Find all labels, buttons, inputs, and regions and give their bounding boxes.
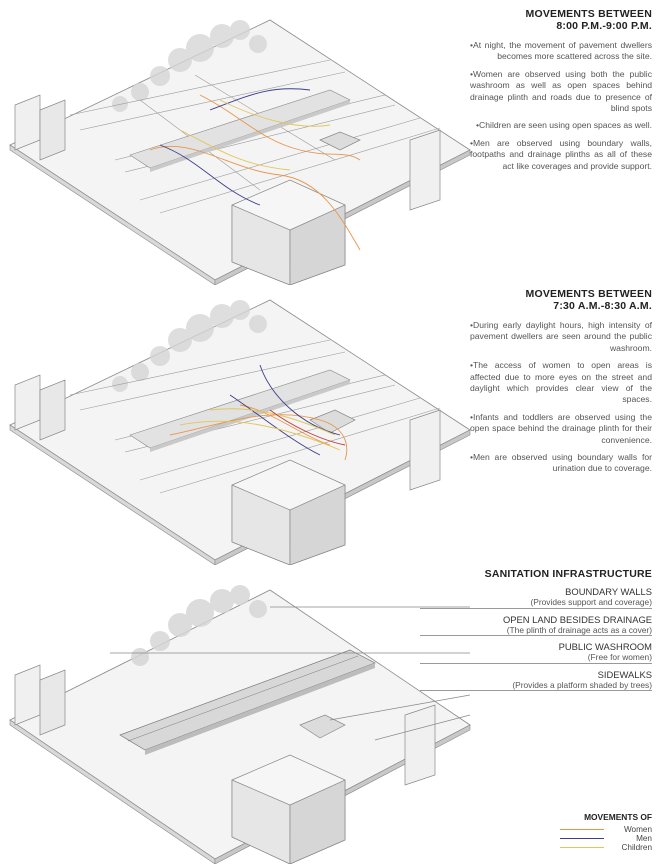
heading-line-1: MOVEMENTS BETWEEN	[525, 288, 652, 300]
observation-paragraph: •Men are observed using boundary walls for urination due to coverage.	[470, 452, 652, 474]
observation-paragraph: •Children are seen using open spaces as well.	[476, 120, 652, 131]
legend-item-men	[560, 834, 652, 843]
infra-desc: (The plinth of drainage acts as a cover)	[506, 624, 652, 635]
infra-desc: (Provides a platform shaded by trees)	[512, 679, 652, 690]
infra-title: SIDEWALKS	[597, 668, 652, 680]
infra-title: PUBLIC WASHROOM	[558, 641, 652, 652]
observation-paragraph: •The access of women to open areas is affected due to more eyes on the street and daylight which provides clear view of the spaces.	[470, 360, 652, 405]
site-axonometric-infrastructure	[0, 565, 480, 864]
legend-swatch	[560, 838, 604, 839]
observation-paragraph: •At night, the movement of pavement dwellers becomes more scattered across the site.	[470, 40, 652, 62]
heading-line-2: 7:30 A.M.-8:30 A.M.	[553, 300, 652, 312]
observation-paragraph: •During early daylight hours, high intensity of pavement dwellers are seen around the public washroom.	[470, 320, 652, 353]
legend-swatch	[560, 847, 604, 848]
infra-title: BOUNDARY WALLS	[565, 586, 652, 597]
isometric-diagram-morning	[0, 285, 480, 565]
infra-item-public-washroom	[420, 641, 652, 664]
site-axonometric-morning	[0, 285, 480, 565]
legend-item-women	[560, 825, 652, 834]
site-axonometric-night	[0, 0, 480, 285]
heading-line-1: MOVEMENTS BETWEEN	[525, 8, 652, 20]
panel-heading	[470, 8, 652, 32]
infra-item-open-land	[420, 614, 652, 637]
observation-paragraph: •Infants and toddlers are observed using the open space behind the drainage plinth for their convenience.	[470, 411, 652, 445]
infrastructure-panel	[430, 568, 652, 696]
isometric-diagram-night	[0, 0, 480, 285]
text-panel-night	[470, 8, 652, 178]
infra-desc: (Free for women)	[587, 652, 652, 662]
observation-paragraph: •Women are observed using both the public washroom as well as open spaces behind drainage plinth and roads due to presence of blind spots	[470, 68, 652, 114]
legend-label: Women	[623, 825, 652, 834]
legend-heading: MOVEMENTS OF	[584, 812, 652, 822]
infrastructure-heading: SANITATION INFRASTRUCTURE	[484, 568, 652, 580]
observation-paragraph: •Men are observed using boundary walls, footpaths and drainage plinths as all of these act like coverages and provide support.	[470, 137, 652, 171]
legend-item-children	[560, 843, 652, 852]
infra-item-sidewalks	[420, 669, 652, 692]
text-panel-morning	[470, 288, 652, 481]
movement-legend	[560, 812, 652, 852]
infra-item-boundary-walls	[420, 586, 652, 609]
legend-label: Children	[621, 843, 652, 852]
infra-title: OPEN LAND BESIDES DRAINAGE	[503, 613, 652, 625]
heading-line-2: 8:00 P.M.-9:00 P.M.	[556, 20, 652, 32]
isometric-diagram-infrastructure	[0, 565, 480, 864]
legend-label: Men	[636, 834, 652, 843]
infra-desc: (Provides support and coverage)	[530, 597, 652, 607]
panel-heading	[470, 288, 652, 312]
legend-swatch	[560, 829, 604, 830]
